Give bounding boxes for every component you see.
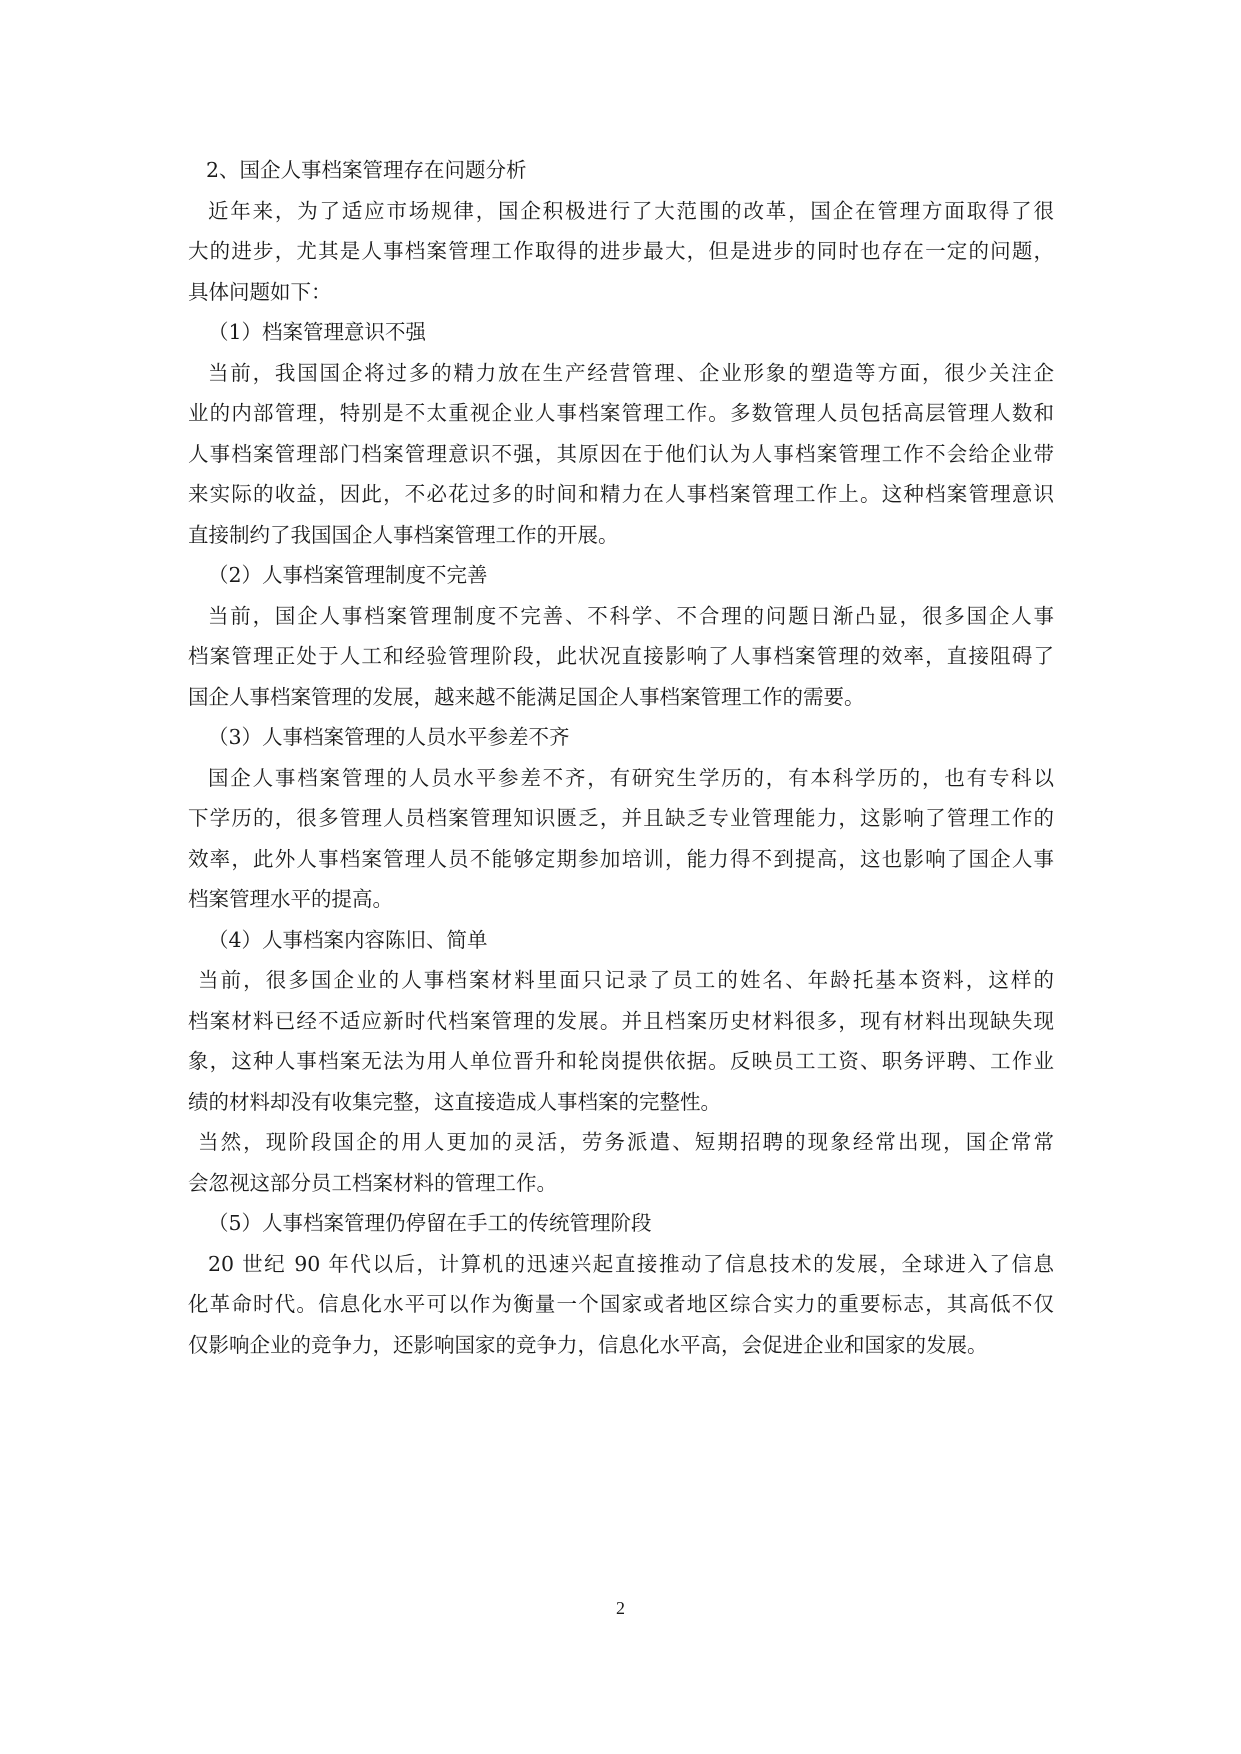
paragraph-line: 业的内部管理，特别是不太重视企业人事档案管理工作。多数管理人员包括高层管理人数和 [188, 401, 1054, 425]
paragraph-line: 档案管理正处于人工和经验管理阶段，此状况直接影响了人事档案管理的效率，直接阻碍了 [188, 644, 1054, 668]
paragraph-line: 来实际的收益，因此，不必花过多的时间和精力在人事档案管理工作上。这种档案管理意识 [188, 482, 1054, 506]
paragraph-line: 会忽视这部分员工档案材料的管理工作。 [188, 1170, 557, 1195]
paragraph-line: 当前，国企人事档案管理制度不完善、不科学、不合理的问题日渐凸显，很多国企人事 [208, 603, 1054, 628]
paragraph-line: 仅影响企业的竞争力，还影响国家的竞争力，信息化水平高，会促进企业和国家的发展。 [188, 1332, 988, 1357]
paragraph-line: 大的进步，尤其是人事档案管理工作取得的进步最大，但是进步的同时也存在一定的问题， [188, 239, 1054, 263]
subheading: （2）人事档案管理制度不完善 [208, 563, 488, 587]
paragraph-line: 象，这种人事档案无法为用人单位晋升和轮岗提供依据。反映员工工资、职务评聘、工作业 [188, 1049, 1054, 1073]
page-number: 2 [616, 1598, 625, 1618]
paragraph-line: 国企人事档案管理的发展，越来越不能满足国企人事档案管理工作的需要。 [188, 684, 865, 709]
paragraph-line: 国企人事档案管理的人员水平参差不齐，有研究生学历的，有本科学历的，也有专科以 [208, 765, 1054, 790]
subheading: （3）人事档案管理的人员水平参差不齐 [208, 725, 570, 749]
paragraph-line: 化革命时代。信息化水平可以作为衡量一个国家或者地区综合实力的重要标志，其高低不仅 [188, 1292, 1054, 1316]
paragraph-line: 人事档案管理部门档案管理意识不强，其原因在于他们认为人事档案管理工作不会给企业带 [188, 441, 1054, 466]
document-page [188, 150, 1054, 1365]
paragraph-line: 当然，现阶段国企的用人更加的灵活，劳务派遣、短期招聘的现象经常出现，国企常常 [198, 1130, 1054, 1154]
paragraph-line: 20 世纪 90 年代以后，计算机的迅速兴起直接推动了信息技术的发展，全球进入了信息 [208, 1251, 1054, 1276]
section-heading: 2、国企人事档案管理存在问题分析 [206, 158, 527, 182]
subheading: （4）人事档案内容陈旧、简单 [208, 927, 488, 952]
paragraph-line: 近年来，为了适应市场规律，国企积极进行了大范围的改革，国企在管理方面取得了很 [208, 198, 1054, 223]
subheading: （5）人事档案管理仍停留在手工的传统管理阶段 [208, 1211, 652, 1235]
paragraph-line: 当前，我国国企将过多的精力放在生产经营管理、企业形象的塑造等方面，很少关注企 [208, 360, 1054, 385]
paragraph-line: 效率，此外人事档案管理人员不能够定期参加培训，能力得不到提高，这也影响了国企人事 [188, 846, 1054, 871]
paragraph-line: 档案材料已经不适应新时代档案管理的发展。并且档案历史材料很多，现有材料出现缺失现 [188, 1008, 1054, 1033]
paragraph-line: 具体问题如下： [188, 279, 332, 304]
paragraph-line: 绩的材料却没有收集完整，这直接造成人事档案的完整性。 [188, 1089, 721, 1114]
paragraph-line: 当前，很多国企业的人事档案材料里面只记录了员工的姓名、年龄托基本资料，这样的 [198, 968, 1054, 992]
subheading: （1）档案管理意识不强 [208, 320, 427, 344]
paragraph-line: 直接制约了我国国企人事档案管理工作的开展。 [188, 522, 619, 547]
paragraph-line: 下学历的，很多管理人员档案管理知识匮乏，并且缺乏专业管理能力，这影响了管理工作的 [188, 806, 1054, 830]
paragraph-line: 档案管理水平的提高。 [188, 887, 393, 911]
